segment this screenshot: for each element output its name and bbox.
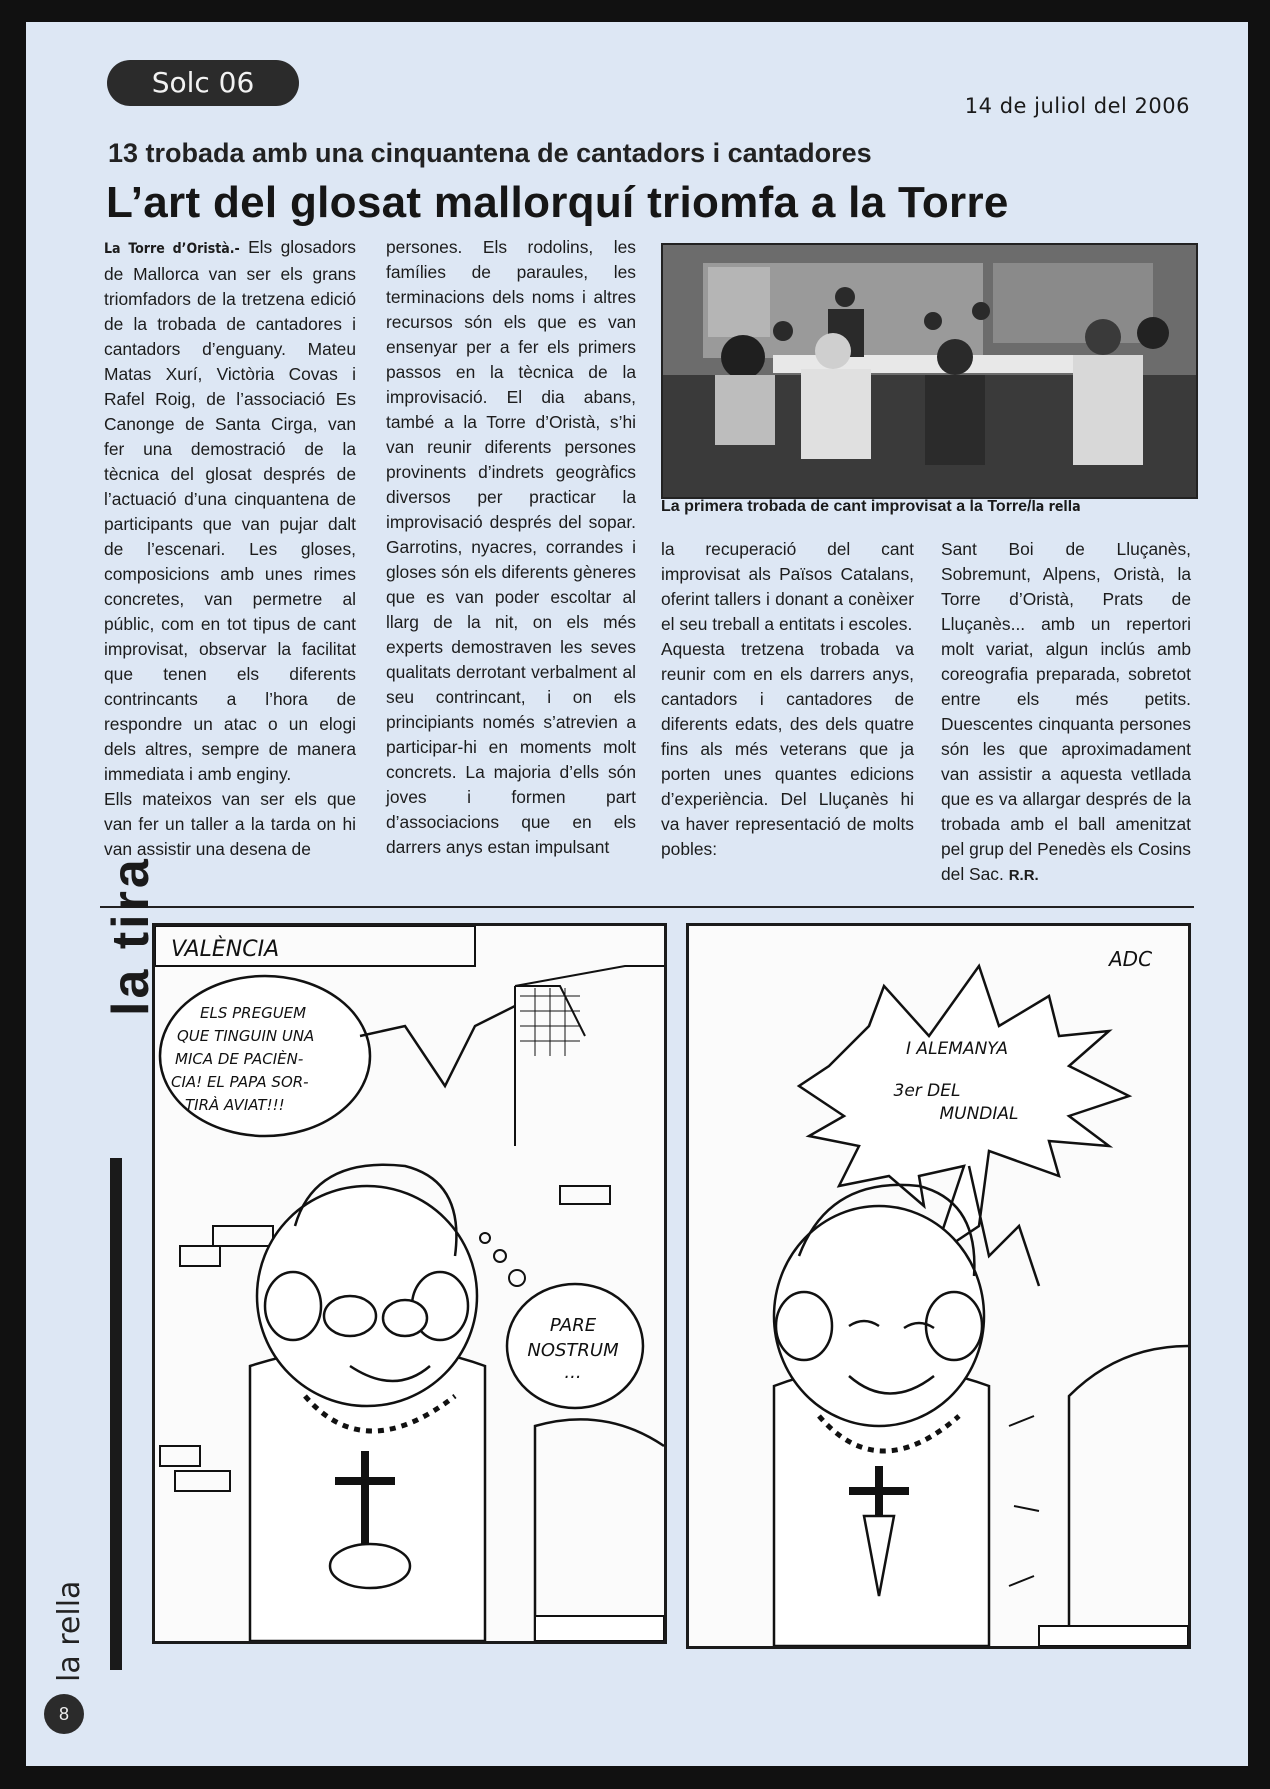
event-photo: [661, 243, 1198, 499]
comic-panel-2: [686, 923, 1191, 1649]
artist-signature: ADC: [1109, 947, 1153, 971]
column-1-paragraph-2: Ells mateixos van ser els que van fer un taller a la tarda on hi van assistir una desena de: [104, 789, 356, 859]
caption-credit: la rella: [1031, 499, 1081, 515]
article-column-1: [104, 235, 356, 862]
panel-2-speech-line-1: I ALEMANYA: [906, 1039, 1008, 1059]
page-number: 8: [44, 1694, 84, 1734]
column-1-paragraph-1: Els glosadors de Mallorca van ser els grans triomfadors de la tretzena edició de la trobada de cantadores i cantadors d’enguany. Mateu Matas Xurí, Victòria Covas i Rafel Roig, de l’associació Es Canonge de Santa Cirga, van fer una demostració de la tècnica del glosat després de l’actuació d’una cinquantena de participants que van pujar dalt de l’escenari. Les gloses, composicions amb unes rimes concretes, van permetre al públic, com en tot tipus de cant improvisat, observar la facilitat que tenen els diferents contrincants a l’hora de respondre un atac o un elogi dels altres, sempre de manera immediata i amb enginy.: [104, 237, 356, 784]
panel-1-thought-line-2: NOSTRUM: [527, 1340, 619, 1361]
panel-1-location: VALÈNCIA: [171, 937, 280, 962]
panel-1-thought-line-3: ...: [564, 1362, 582, 1383]
photo-illustration: [663, 245, 1196, 497]
article-headline: L’art del glosat mallorquí triomfa a la Torre: [106, 178, 1009, 227]
panel-1-speech-line-4: CIA! EL PAPA SOR-: [171, 1073, 309, 1091]
lead-place: La Torre d’Oristà.-: [104, 241, 240, 257]
panel-2-speech-line-2: 3er DEL: [893, 1081, 961, 1101]
issue-date: 14 de juliol del 2006: [964, 94, 1190, 118]
column-2-text: persones. Els rodolins, les famílies de paraules, les terminacions dels noms i altres recursos són els que es van ensenyar per a fer els primers passos en la tècnica de la improvisació. El dia abans, també a la Torre d’Oristà, s’hi van reunir diferents persones provinents d’indrets geogràfics diversos per practicar la improvisació després del sopar. Garrotins, nyacres, corrandes i gloses són els diferents gèneres que es van poder escoltar al llarg de la nit, on els més experts demostraven les seves qualitats derrotant verbalment al seu contrincant, i on els principiants només s’atrevien a participar-hi en moments molt concrets. La majoria d’ells són joves i formen part d’associacions que en els darrers anys estan impulsant: [386, 237, 636, 857]
article-column-2: [386, 235, 636, 860]
caption-text: La primera trobada de cant improvisat a la Torre/: [661, 498, 1032, 515]
author-signature: R.R.: [1008, 867, 1039, 884]
section-badge: Solc 06: [107, 60, 299, 106]
article-subtitle: 13 trobada amb una cinquantena de cantadors i cantadores: [108, 138, 872, 168]
article-column-3: [661, 537, 914, 862]
pope-figure-2: [774, 1185, 989, 1646]
article-column-4: [941, 537, 1191, 888]
comic-panel-2-drawing: [689, 926, 1188, 1646]
column-3-paragraph-2: Aquesta tretzena trobada va reunir com en els darrers anys, cantadors i cantadores de diferents edats, des dels quatre fins als més veterans que ja porten unes quantes edicions d’experiència. Del Lluçanès hi va haver representació de molts pobles:: [661, 639, 914, 859]
panel-1-speech-line-2: QUE TINGUIN UNA: [177, 1027, 315, 1045]
panel-1-thought-line-1: PARE: [549, 1315, 597, 1336]
panel-1-speech-line-1: ELS PREGUEM: [200, 1004, 307, 1022]
comic-side-bar: [110, 1158, 122, 1670]
publication-name: la rella: [52, 1580, 87, 1682]
photo-caption: [661, 498, 1201, 516]
panel-1-speech-line-3: MICA DE PACIÈN-: [175, 1050, 304, 1068]
column-3-paragraph-1: la recuperació del cant improvisat als Països Catalans, oferint tallers i donant a conèixer el seu treball a entitats i escoles.: [661, 539, 914, 634]
panel-2-speech-line-3: MUNDIAL: [939, 1104, 1019, 1124]
column-4-text: Sant Boi de Lluçanès, Sobremunt, Alpens, Oristà, la Torre d’Oristà, Prats de Lluçanès... amb un repertori molt variat, algun inclús amb coreografia preparada, sobretot entre els més petits. Duescentes cinquanta persones són les que aproximadament van assistir a aquesta vetllada que es va allargar després de la trobada amb el ball amenitzat pel grup del Penedès els Cosins del Sac.: [941, 539, 1191, 884]
section-divider: [100, 906, 1194, 908]
comic-panel-1: [152, 923, 667, 1644]
panel-1-speech-line-5: TIRÀ AVIAT!!!: [185, 1096, 285, 1114]
comic-panel-1-drawing: [155, 926, 664, 1641]
pope-figure-1: [250, 1165, 485, 1641]
